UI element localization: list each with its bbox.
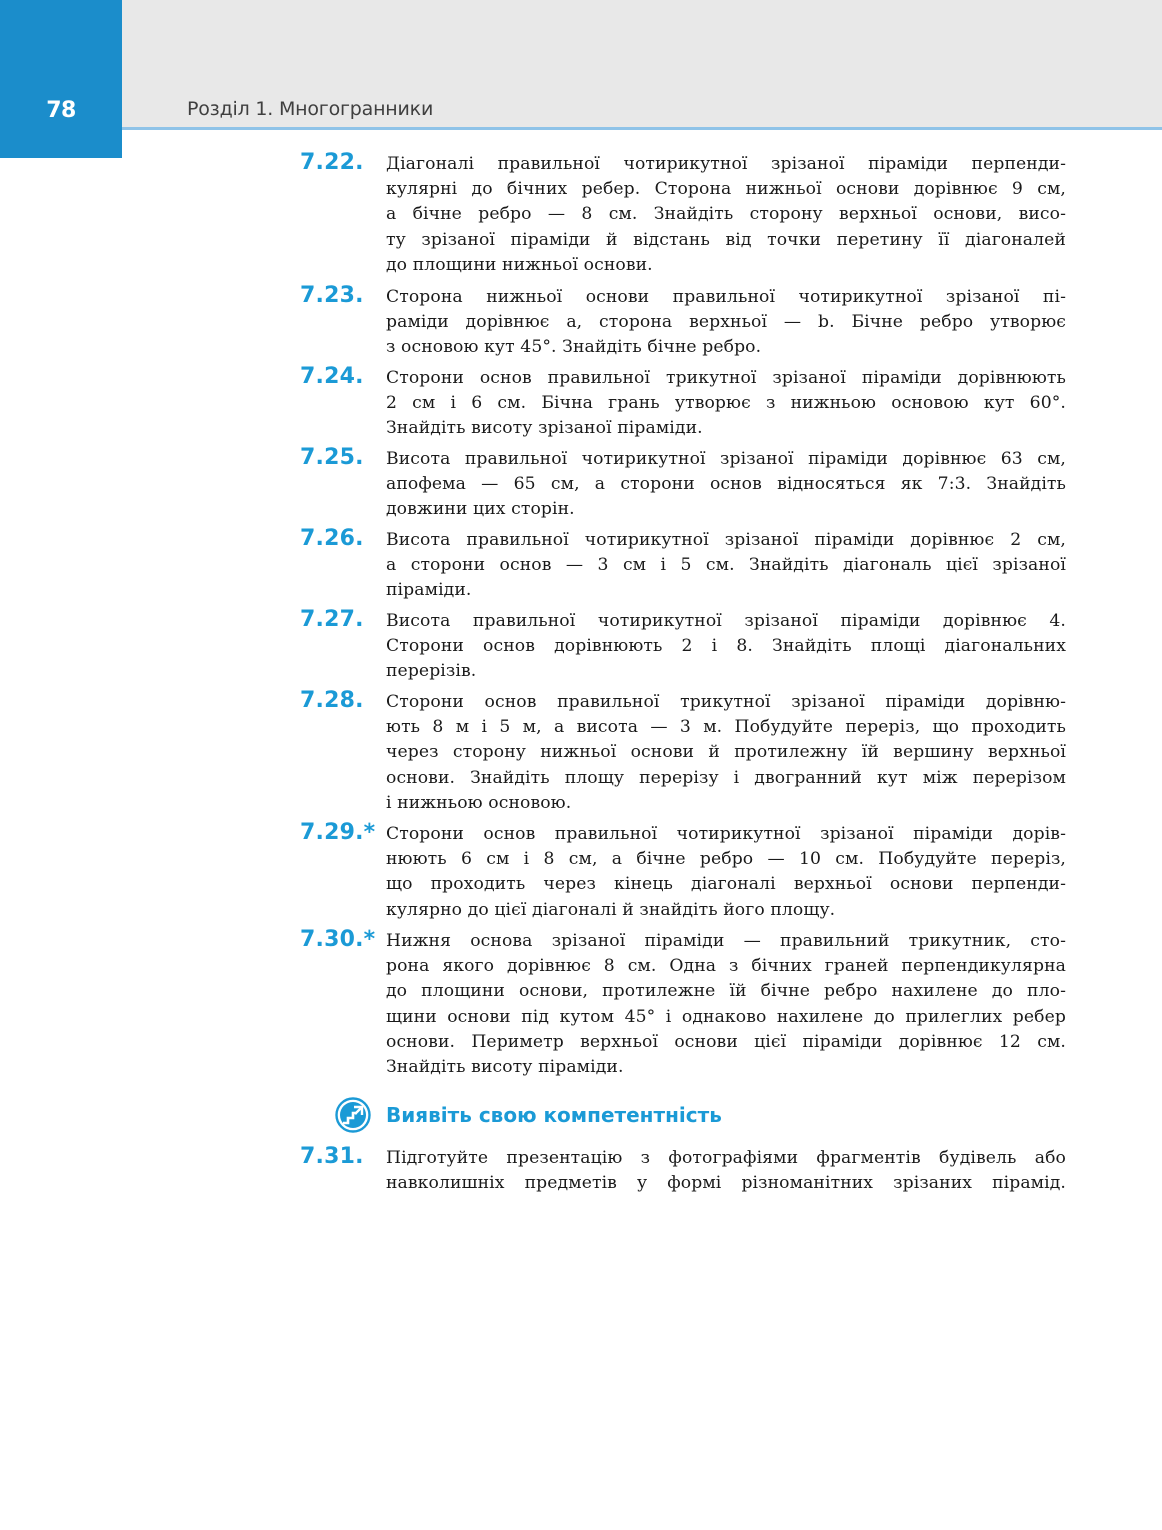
text-line: апофема — 65 см, а сторони основ відносяться як 7:3. Знайдіть [386,474,1066,495]
text-line: основи. Периметр верхньої основи цієї піраміди дорівнює 12 см. [386,1031,1066,1052]
problem-number: 7.23. [300,283,364,308]
text-line: Сторони основ дорівнюють 2 і 8. Знайдіть площі діагональних [386,636,1066,657]
text-line: кулярно до цієї діагоналі й знайдіть його площу. [386,899,836,920]
text-line: з основою кут 45°. Знайдіть бічне ребро. [386,337,762,358]
text-line: перерізів. [386,661,477,682]
text-line: що проходить через кінець діагоналі верхньої основи перпенди- [386,874,1066,895]
problem-number: 7.29.* [300,820,376,845]
problem-text [386,528,1066,604]
header-rule [122,127,1162,130]
text-line: нюють 6 см і 8 см, а бічне ребро — 10 см. Побудуйте переріз, [386,849,1066,870]
text-line: раміди дорівнює a, сторона верхньої — b. Бічне ребро утворює [386,312,1066,333]
text-line: Сторони основ правильної трикутної зрізаної піраміди дорівню- [386,692,1066,712]
text-line: 2 см і 6 см. Бічна грань утворює з нижньою основою кут 60°. [386,393,1066,414]
section-heading [334,1096,1034,1136]
page-number: 78 [46,98,76,123]
problem-number: 7.30.* [300,927,376,952]
text-line: Висота правильної чотирикутної зрізаної піраміди дорівнює 2 см, [386,530,1066,550]
problem-number: 7.28. [300,688,364,713]
text-line: до площини основи, протилежне їй бічне ребро нахилене до пло- [386,981,1066,1002]
text-line: рона якого дорівнює 8 см. Одна з бічних граней перпендикулярна [386,956,1066,977]
text-line: до площини нижньої основи. [386,254,653,275]
problem-number: 7.31. [300,1144,364,1169]
problem-text [386,929,1066,1080]
problem-text [386,447,1066,523]
problem-text [386,822,1066,923]
problem-number: 7.24. [300,364,364,389]
text-line: Знайдіть висоту зрізаної піраміди. [386,418,703,439]
problem-text [386,690,1066,816]
text-line: Діагоналі правильної чотирикутної зрізаної піраміди перпенди- [386,154,1066,174]
stairs-arrow-icon [334,1096,372,1134]
text-line: а сторони основ — 3 см і 5 см. Знайдіть діагональ цієї зрізаної [386,555,1066,576]
text-line: через сторону нижньої основи й протилежну їй вершину верхньої [386,742,1066,763]
problem-text [386,1146,1066,1196]
text-line: а бічне ребро — 8 см. Знайдіть сторону верхньої основи, висо- [386,204,1066,225]
problem-number: 7.22. [300,150,364,175]
problem-text [386,152,1066,278]
text-line: основи. Знайдіть площу перерізу і двогранний кут між перерізом [386,767,1066,788]
text-line: кулярні до бічних ребер. Сторона нижньої основи дорівнює 9 см, [386,179,1066,200]
text-line: Сторона нижньої основи правильної чотирикутної зрізаної пі- [386,287,1066,307]
text-line: Висота правильної чотирикутної зрізаної піраміди дорівнює 4. [386,611,1066,631]
problem-text [386,609,1066,685]
text-line: ють 8 м і 5 м, а висота — 3 м. Побудуйте переріз, що проходить [386,717,1066,738]
running-head: Розділ 1. Многогранники [187,98,434,120]
text-line: щини основи під кутом 45° і однаково нахилене до прилеглих ребер [386,1006,1066,1027]
text-line: Нижня основа зрізаної піраміди — правильний трикутник, сто- [386,931,1066,951]
text-line: ту зрізаної піраміди й відстань від точки перетину її діагоналей [386,229,1066,250]
text-line: Сторони основ правильної чотирикутної зрізаної піраміди дорів- [386,824,1066,844]
section-title: Виявіть свою компетентність [386,1103,722,1127]
problem-number: 7.27. [300,607,364,632]
text-line: і нижньою основою. [386,792,572,813]
problem-text [386,285,1066,361]
text-line: Сторони основ правильної трикутної зрізаної піраміди дорівнюють [386,368,1066,388]
text-line: навколишніх предметів у формі різноманітних зрізаних пірамід. [386,1173,1066,1194]
text-line: піраміди. [386,580,472,601]
problem-number: 7.26. [300,526,364,551]
problem-text [386,366,1066,442]
text-line: Знайдіть висоту піраміди. [386,1057,624,1078]
text-line: Підготуйте презентацію з фотографіями фрагментів будівель або [386,1148,1066,1168]
header-band [0,0,1162,128]
text-line: довжини цих сторін. [386,499,575,520]
page-tab [0,0,122,158]
problem-number: 7.25. [300,445,364,470]
text-line: Висота правильної чотирикутної зрізаної піраміди дорівнює 63 см, [386,449,1066,469]
